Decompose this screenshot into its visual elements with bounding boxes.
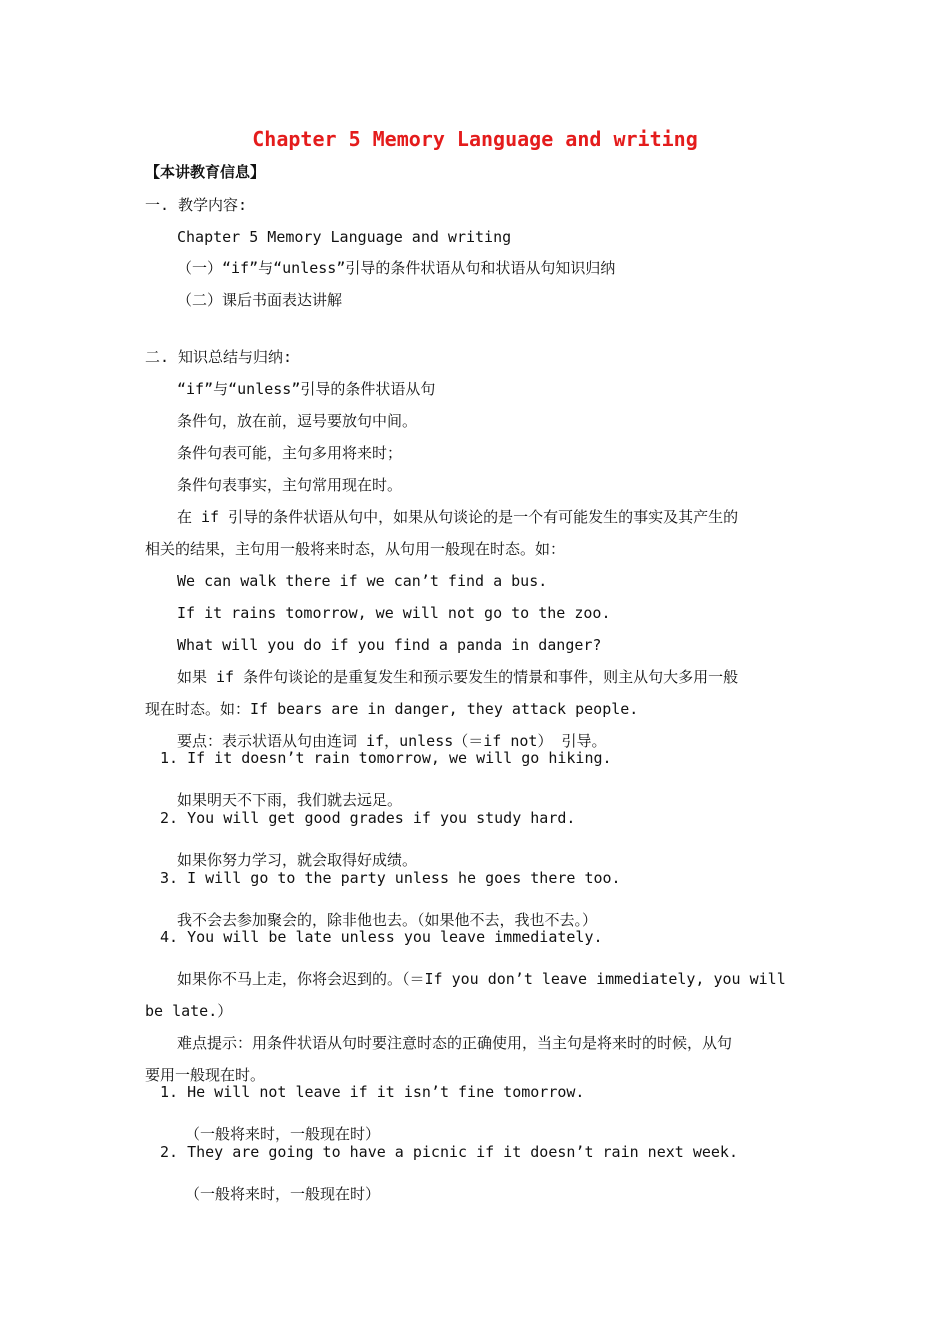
key-example-2-en: 2. You will get good grades if you study hard. <box>160 809 576 827</box>
document-title: Chapter 5 Memory Language and writing <box>252 127 698 151</box>
difficulty-example-1-cn: （一般将来时，一般现在时） <box>185 1125 381 1143</box>
paragraph-2-line-2: 现在时态。如：If bears are in danger, they attack people. <box>145 700 639 718</box>
section-2-heading: 二. 知识总结与归纳: <box>145 348 293 366</box>
key-example-4-cn: 如果你不马上走，你将会迟到的。（＝If you don’t leave immediately, you will <box>177 970 786 988</box>
key-example-4-cn-cont: be late.） <box>145 1002 233 1020</box>
section-1-heading: 一. 教学内容: <box>145 196 248 214</box>
key-example-3-cn: 我不会去参加聚会的，除非他也去。（如果他不去，我也不去。） <box>177 911 598 929</box>
paragraph-2-line-1: 如果 if 条件句谈论的是重复发生和预示要发生的情景和事件，则主从句大多用一般 <box>177 668 739 686</box>
difficulty-line-1: 难点提示：用条件状语从句时要注意时态的正确使用，当主句是将来时的时候，从句 <box>177 1034 733 1052</box>
example-2: If it rains tomorrow, we will not go to the zoo. <box>177 604 611 622</box>
key-example-1-cn: 如果明天不下雨，我们就去远足。 <box>177 791 403 809</box>
info-heading: 【本讲教育信息】 <box>145 163 266 181</box>
key-example-4-en: 4. You will be late unless you leave immediately. <box>160 928 603 946</box>
key-example-2-cn: 如果你努力学习，就会取得好成绩。 <box>177 851 418 869</box>
example-1: We can walk there if we can’t find a bus. <box>177 572 548 590</box>
difficulty-example-2-cn: （一般将来时，一般现在时） <box>185 1185 381 1203</box>
section-2-line-2: 条件句，放在前，逗号要放句中间。 <box>177 412 418 430</box>
section-2-line-1: “if”与“unless”引导的条件状语从句 <box>177 380 436 398</box>
difficulty-line-2: 要用一般现在时。 <box>145 1066 266 1084</box>
section-2-line-3: 条件句表可能，主句多用将来时； <box>177 444 403 462</box>
paragraph-1-line-1: 在 if 引导的条件状语从句中，如果从句谈论的是一个有可能发生的事实及其产生的 <box>177 508 739 526</box>
paragraph-1-line-2: 相关的结果，主句用一般将来时态，从句用一般现在时态。如： <box>145 540 566 558</box>
key-example-1-en: 1. If it doesn’t rain tomorrow, we will go hiking. <box>160 749 612 767</box>
section-1-line-2: （一）“if”与“unless”引导的条件状语从句和状语从句知识归纳 <box>177 259 616 277</box>
section-1-line-1: Chapter 5 Memory Language and writing <box>177 228 512 246</box>
example-3: What will you do if you find a panda in danger? <box>177 636 602 654</box>
difficulty-example-2-en: 2. They are going to have a picnic if it doesn’t rain next week. <box>160 1143 738 1161</box>
section-1-line-3: （二）课后书面表达讲解 <box>177 291 343 309</box>
key-example-3-en: 3. I will go to the party unless he goes there too. <box>160 869 621 887</box>
section-2-line-4: 条件句表事实，主句常用现在时。 <box>177 476 403 494</box>
difficulty-example-1-en: 1. He will not leave if it isn’t fine tomorrow. <box>160 1083 585 1101</box>
key-point: 要点：表示状语从句由连词 if，unless（＝if not） 引导。 <box>177 732 607 750</box>
